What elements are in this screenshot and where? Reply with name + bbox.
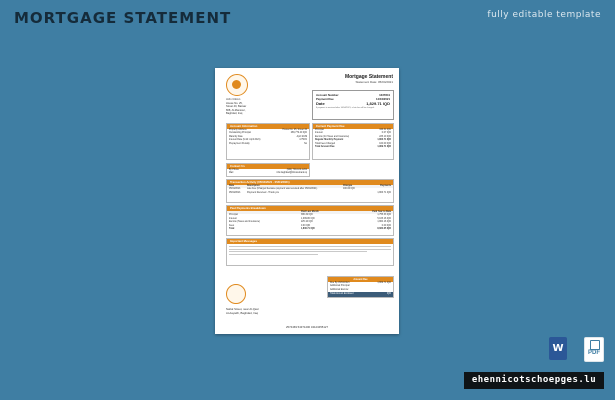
transaction-section: Transaction Activity (05/04/2021 - 05/04/2021) Date Description Charges Payments 05/04/2021 Late Fee (Charged because payment was received after 05/04/2021) 100.00 IQD 05/04/2021 Payment Received - Thank you 1,806.71 IQD [226,179,394,203]
table-row: Principal 386.32 IQD 1,755.33 IQD [229,214,391,217]
table-row: 05/04/2021 Payment Received - Thank you 1,806.71 IQD [229,191,391,194]
contact-section: Contact Us By Phone (964) 790-100-1200 Mail info.baghdad@tbmosubank.iq [226,163,310,177]
breakdown-section: Past Payments Breakdown Paid Last Month Paid Year to Date Principal 386.32 IQD 1,755.33 IQD Interest 1,099.80 IQD 5,105.16 IQD Escrow (Taxes and Insurance) 225.10 IQD 1,800.16 IQD Fees 0.00 IQD 0.00 IQD Total 1,806.71 IQD 8,660.65 IQD [226,205,394,236]
doc-heading: Mortgage Statement [344,74,393,80]
table-row: Total 1,806.71 IQD 8,660.65 IQD [229,228,391,231]
page-title: MORTGAGE STATEMENT [14,9,232,27]
table-row: Escrow (Taxes and Insurance) 225.10 IQD 1,800.16 IQD [229,221,391,224]
customer-address: John Citizen House No. 25, Street 40, Bazaar 808, Al-Mansour, Baghdad, Iraq [226,98,247,116]
summary-box: Account Number 1237841 Payment Due 14/04/2021 Date 1,829.71 IQD If payment is received after 14/04/2021, a late fee will be charged. [312,90,394,120]
table-row: Fees 0.00 IQD 0.00 IQD [229,224,391,227]
tagline: fully editable template [487,10,601,20]
domain-badge: ehennicotschoepges.lu [464,372,604,389]
account-information-section: Account Information Property Address House No. 25, Street 40 Outstanding Principal 286,779.40 IQD Maturity Date April 2039 Interest Rate (Until: April 2021) 4.750% Prepayment Penalty No [226,123,310,160]
bank-address: Nahal Street, near Al-Qasr Al-Aayadh, Baghdad, Iraq [226,307,259,315]
word-icon[interactable]: W [549,337,567,360]
mortgage-statement-document [215,68,399,334]
message-section: Important Messages [226,238,394,266]
statement-date: Statement Date: 05/04/2021 [355,80,393,84]
message-text-lines [227,244,393,257]
footer-reference: 2574469 54371200 34123455127 [286,325,328,329]
pdf-icon[interactable]: PDF [584,337,604,362]
bank-logo [226,74,248,96]
amount-due-box: Amount Due Due By 05/04/2021 1,809.71 IQD Additional Principal Additional Escrow Total Amount Enclosed IQD [327,276,394,298]
table-row: 05/04/2021 Late Fee (Charged because payment was received after 05/04/2021) 100.00 IQD [229,188,355,191]
payment-due-section: Current Payment Due Principal 346.31 IQD Interest 0.07 IQD Escrow (for Taxes and Insurance) 225.10 IQD Regular Monthly Payment 1,806.71 IQD Total Fees Charged 100.00 IQD Total Amount Due 1,909.71 IQD [312,123,394,160]
table-row: Interest 1,099.80 IQD 5,105.16 IQD [229,217,391,220]
bank-seal [226,284,246,304]
